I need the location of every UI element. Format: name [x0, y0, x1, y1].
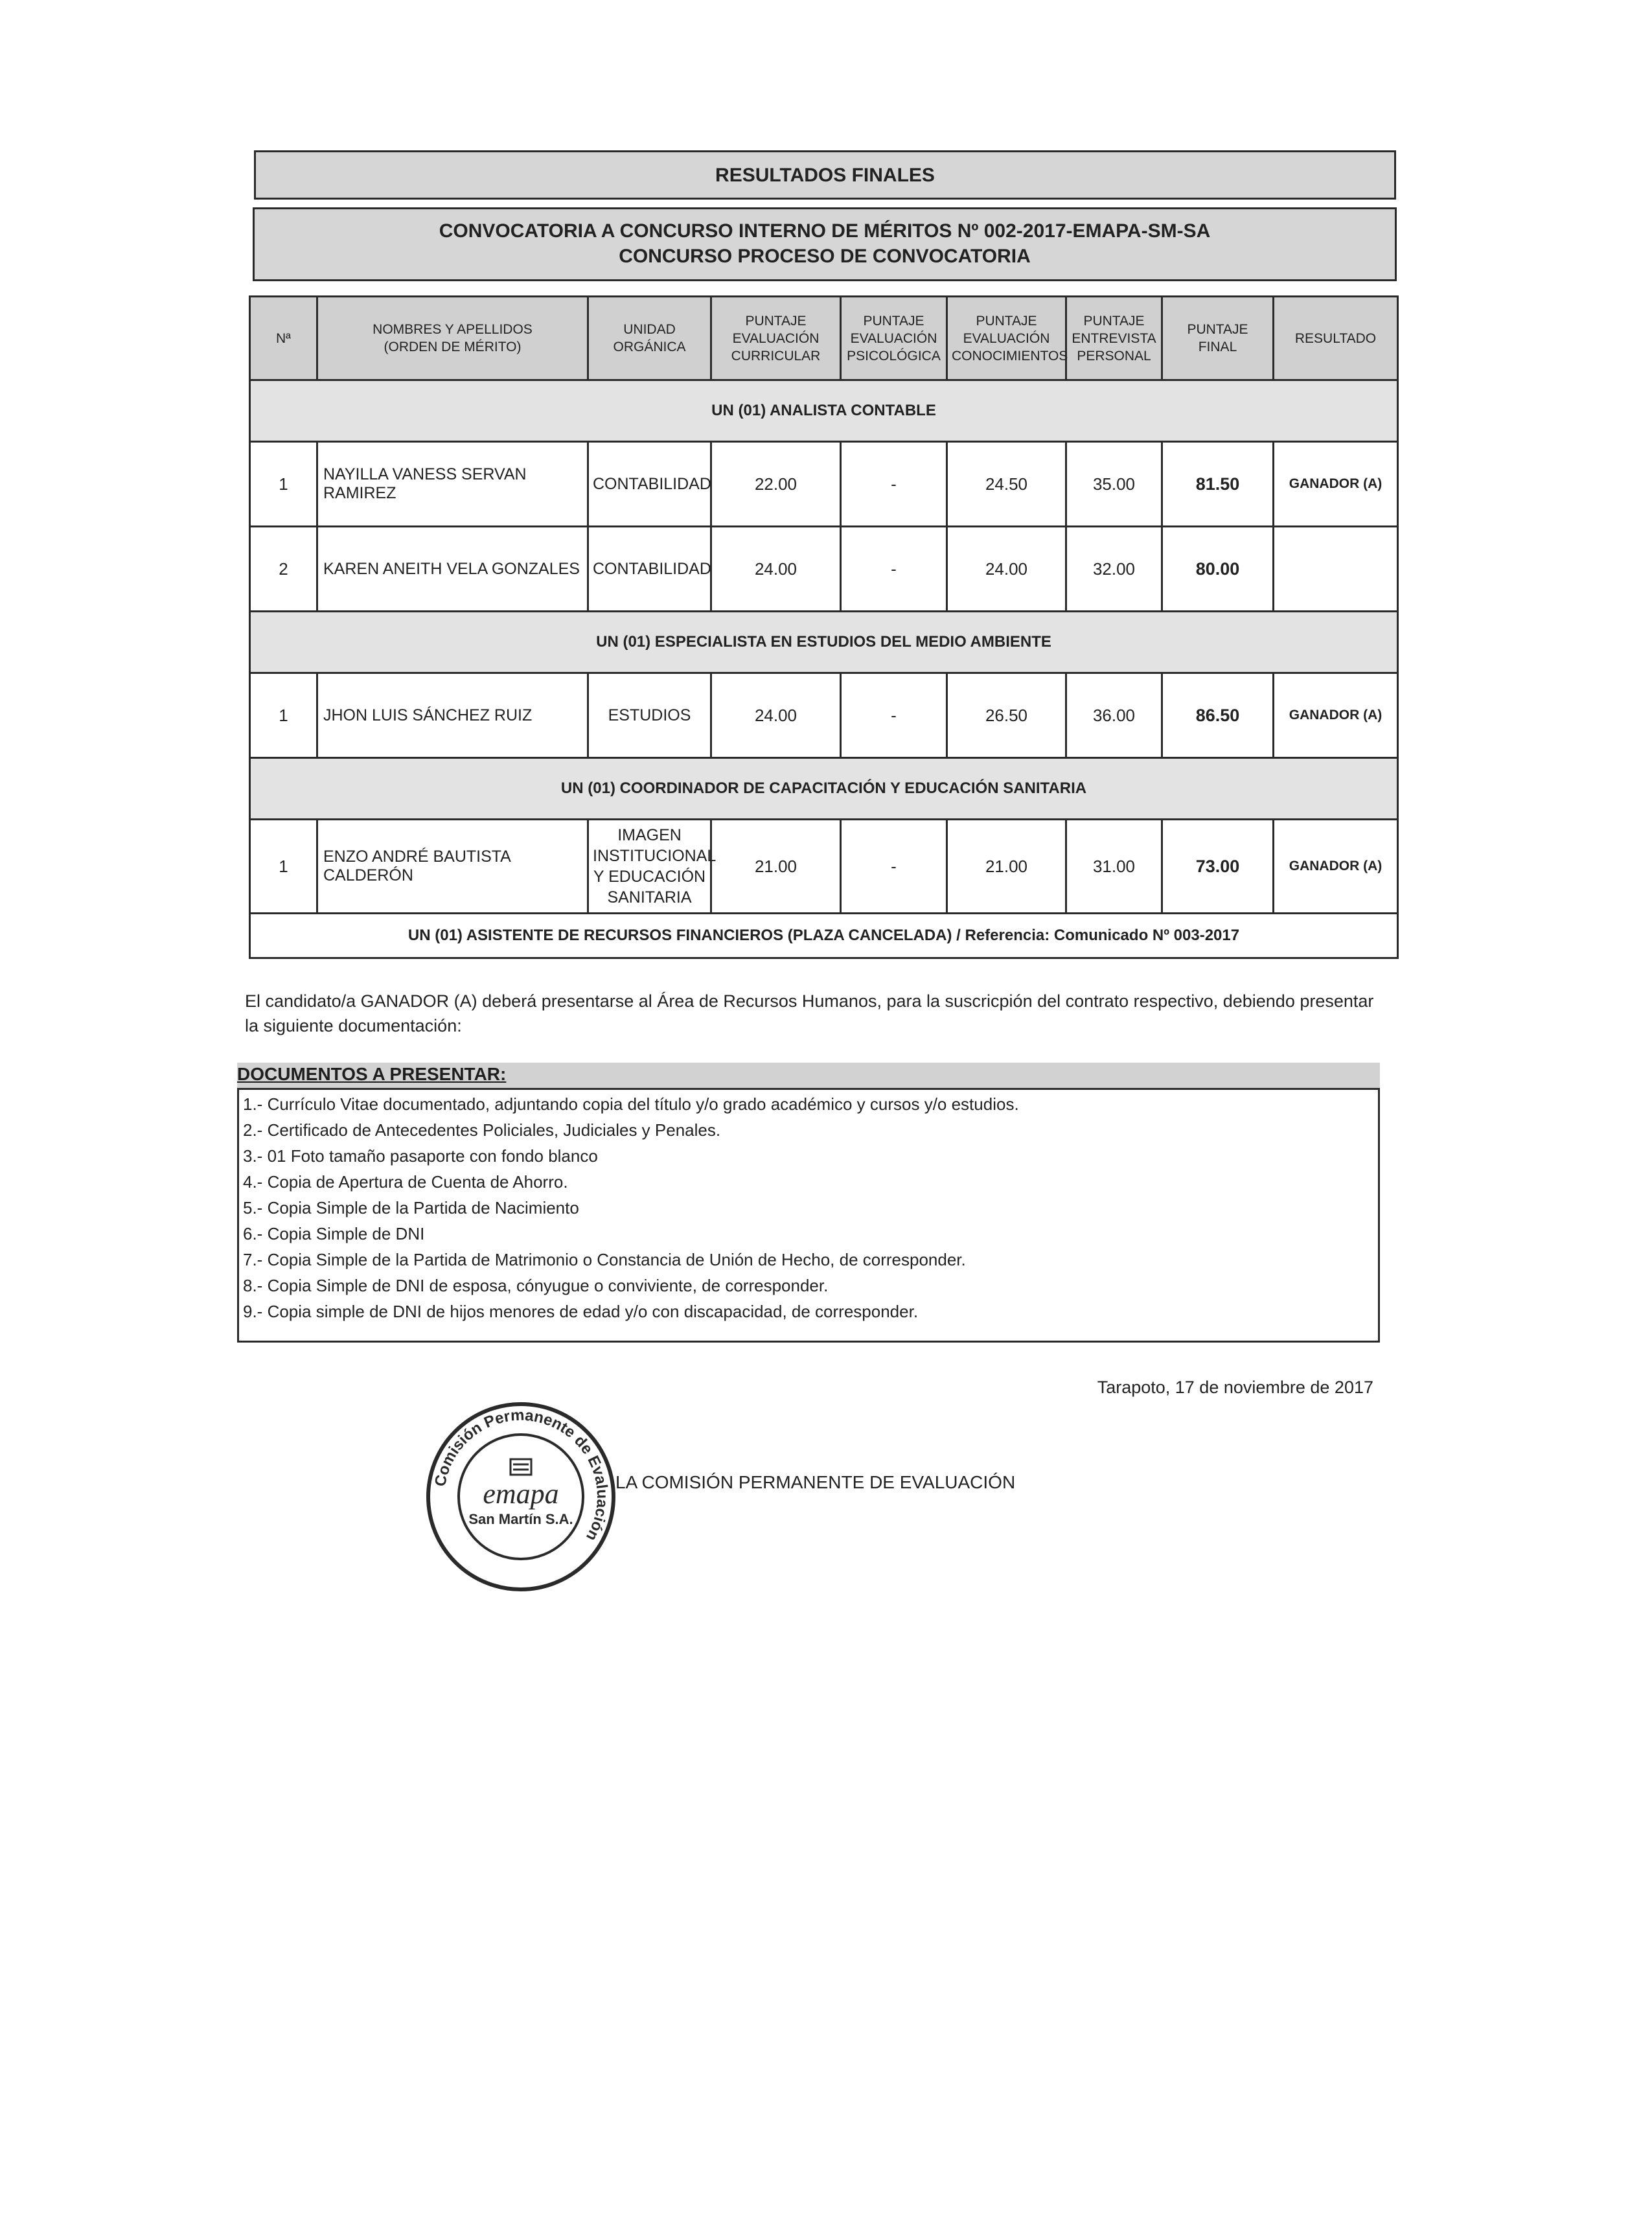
instruction-text: [245, 989, 1385, 1038]
cell-num: 1: [250, 442, 317, 527]
cell-result: GANADOR (A): [1274, 820, 1398, 914]
cell-entrevista: 35.00: [1066, 442, 1162, 527]
cell-result: [1274, 527, 1398, 612]
cell-unit: ESTUDIOS: [588, 673, 711, 758]
cell-curricular: 24.00: [711, 527, 841, 612]
table-row: [250, 820, 1398, 914]
cancelled-position: UN (01) ASISTENTE DE RECURSOS FINANCIEROS (PLAZA CANCELADA) / Referencia: Comunicado Nº 003-2017: [250, 914, 1398, 958]
cell-unit-line: IMAGEN: [617, 826, 682, 844]
cell-unit: CONTABILIDAD: [588, 442, 711, 527]
cell-final: 80.00: [1162, 527, 1274, 612]
cell-final: 81.50: [1162, 442, 1274, 527]
cell-entrevista: 36.00: [1066, 673, 1162, 758]
cell-psicologica: -: [841, 673, 947, 758]
cell-final: 86.50: [1162, 673, 1274, 758]
section-title: UN (01) ESPECIALISTA EN ESTUDIOS DEL MEDIO AMBIENTE: [250, 612, 1398, 673]
convocatoria-line-2: CONCURSO PROCESO DE CONVOCATORIA: [619, 246, 1031, 267]
header-unit: UNIDAD ORGÁNICA: [588, 297, 711, 380]
document-item: 6.- Copia Simple de DNI: [237, 1221, 1380, 1247]
cell-psicologica: -: [841, 820, 947, 914]
cell-conocimientos: 26.50: [947, 673, 1066, 758]
header-psicologica: PUNTAJE EVALUACIÓN PSICOLÓGICA: [841, 297, 947, 380]
table-row: [250, 442, 1398, 527]
cell-unit-line: INSTITUCIONAL: [593, 847, 717, 865]
seal-brand: emapa: [483, 1478, 559, 1510]
header-conocimientos: PUNTAJE EVALUACIÓN CONOCIMIENTOS: [947, 297, 1066, 380]
instruction-line-2: la siguiente documentación:: [245, 1016, 462, 1035]
cell-num: 2: [250, 527, 317, 612]
section-title: UN (01) ANALISTA CONTABLE: [250, 380, 1398, 442]
cell-psicologica: -: [841, 527, 947, 612]
documents-list: [237, 1091, 1380, 1324]
commission-seal: [424, 1400, 618, 1594]
document-item: 8.- Copia Simple de DNI de esposa, cónyugue o conviviente, de corresponder.: [237, 1273, 1380, 1298]
section-row: [250, 612, 1398, 673]
cell-name: ENZO ANDRÉ BAUTISTA CALDERÓN: [317, 820, 588, 914]
cell-result: GANADOR (A): [1274, 673, 1398, 758]
cell-num: 1: [250, 820, 317, 914]
cell-name: JHON LUIS SÁNCHEZ RUIZ: [317, 673, 588, 758]
cell-unit-line: Y EDUCACIÓN: [593, 868, 706, 886]
cell-entrevista: 31.00: [1066, 820, 1162, 914]
seal-brand-sub: San Martín S.A.: [468, 1511, 573, 1527]
cell-entrevista: 32.00: [1066, 527, 1162, 612]
section-row: [250, 758, 1398, 820]
documents-heading: DOCUMENTOS A PRESENTAR:: [237, 1064, 507, 1084]
cell-unit: CONTABILIDAD: [588, 527, 711, 612]
header-curricular: PUNTAJE EVALUACIÓN CURRICULAR: [711, 297, 841, 380]
convocatoria-header: [253, 207, 1397, 281]
table-header-row: [250, 297, 1398, 380]
cell-name: KAREN ANEITH VELA GONZALES: [317, 527, 588, 612]
section-title: UN (01) COORDINADOR DE CAPACITACIÓN Y EDUCACIÓN SANITARIA: [250, 758, 1398, 820]
document-item: 9.- Copia simple de DNI de hijos menores de edad y/o con discapacidad, de corresponder.: [237, 1298, 1380, 1324]
cell-curricular: 22.00: [711, 442, 841, 527]
header-num: Nª: [250, 297, 317, 380]
seal-ring-text-path: Comisión Permanente de Evaluación: [431, 1406, 612, 1544]
header-final: PUNTAJE FINAL: [1162, 297, 1274, 380]
table-row: [250, 527, 1398, 612]
cell-final: 73.00: [1162, 820, 1274, 914]
cell-curricular: 21.00: [711, 820, 841, 914]
results-title: [254, 150, 1396, 200]
cancelled-row: [250, 914, 1398, 958]
cell-unit: [588, 820, 717, 914]
cell-unit-line: SANITARIA: [607, 888, 692, 906]
cell-conocimientos: 21.00: [947, 820, 1066, 914]
cell-conocimientos: 24.00: [947, 527, 1066, 612]
header-result: RESULTADO: [1274, 297, 1398, 380]
document-item: 7.- Copia Simple de la Partida de Matrimonio o Constancia de Unión de Hecho, de corresponder.: [237, 1247, 1380, 1273]
cell-psicologica: -: [841, 442, 947, 527]
cell-result: GANADOR (A): [1274, 442, 1398, 527]
section-row: [250, 380, 1398, 442]
commission-signature: LA COMISIÓN PERMANENTE DE EVALUACIÓN: [615, 1472, 1016, 1492]
header-name: NOMBRES Y APELLIDOS (ORDEN DE MÉRITO): [317, 297, 588, 380]
emapa-logo-icon: [511, 1459, 531, 1475]
header-entrevista: PUNTAJE ENTREVISTA PERSONAL: [1066, 297, 1162, 380]
document-date: Tarapoto, 17 de noviembre de 2017: [1097, 1378, 1373, 1397]
document-item: 3.- 01 Foto tamaño pasaporte con fondo blanco: [237, 1143, 1380, 1169]
document-item: 2.- Certificado de Antecedentes Policiales, Judiciales y Penales.: [237, 1117, 1380, 1143]
document-item: 1.- Currículo Vitae documentado, adjuntando copia del título y/o grado académico y cursos y/o estudios.: [237, 1091, 1380, 1117]
convocatoria-line-1: CONVOCATORIA A CONCURSO INTERNO DE MÉRITOS Nº 002-2017-EMAPA-SM-SA: [439, 220, 1211, 242]
document-item: 5.- Copia Simple de la Partida de Nacimiento: [237, 1195, 1380, 1221]
document-item: 4.- Copia de Apertura de Cuenta de Ahorro.: [237, 1169, 1380, 1195]
cell-conocimientos: 24.50: [947, 442, 1066, 527]
cell-name: NAYILLA VANESS SERVAN RAMIREZ: [317, 442, 588, 527]
results-table: [249, 295, 1399, 959]
results-title-text: RESULTADOS FINALES: [715, 165, 935, 186]
cell-curricular: 24.00: [711, 673, 841, 758]
cell-num: 1: [250, 673, 317, 758]
table-row: [250, 673, 1398, 758]
instruction-line-1: El candidato/a GANADOR (A) deberá presentarse al Área de Recursos Humanos, para la suscricpión del contrato respectivo, debiendo presentar: [245, 991, 1374, 1011]
